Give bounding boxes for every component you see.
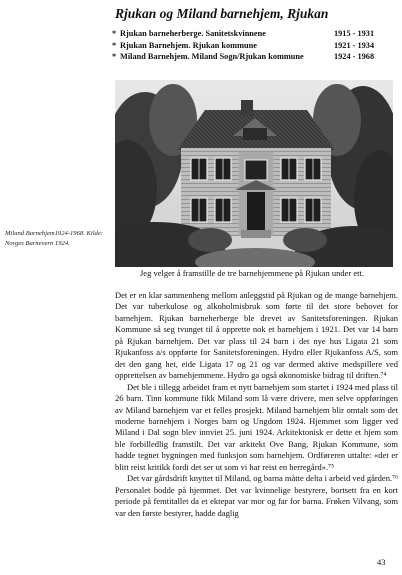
home-name: Rjukan Barnehjem. Rjukan kommune (120, 40, 257, 50)
home-name: Rjukan barneherberge. Sanitetskvinnene (120, 29, 266, 38)
home-years: 1915 - 1931 (334, 29, 375, 38)
list-bullet: * (112, 52, 117, 61)
page-number: 43 (377, 557, 386, 567)
children-homes-list (112, 28, 402, 63)
list-item (112, 28, 402, 40)
body-text (115, 290, 398, 519)
orphanage-photo (115, 80, 393, 267)
list-bullet: * (112, 29, 117, 38)
photo-caption: Miland Barnehjem1924-1968. Kilde: Norges Barnevern 1924. (5, 230, 103, 247)
list-item (112, 40, 402, 52)
paragraph: Det er en klar sammenheng mellom anleggstid på Rjukan og de mange barnehjem. Det var tuberkulose og alkoholmisbruk som førte til det store behovet for barnehjem. Rjukan barneherberge ble drevet av Sanitetsforeningen. Rjukan Kommune så seg tvunget til å opprette nok et barnehjem i 1921. Det var 14 barn på Rjukan barnehjem. Det var plass til 24 barn i det nye hus Ligata 21 som Rjukanfoss a/s oppførte for Sanitetsforeningen. Hydro eller Rjukanfoss A/S, som det den gang het, eide Ligata 17 og 21 og var dermed aktive medspillere ved opprettelsen av barnehjemmene. Hydro ga også økonomiske bidrag til driften.⁷⁴ (115, 290, 398, 381)
home-years: 1924 - 1968 (334, 52, 375, 61)
paragraph: Det ble i tillegg arbeidet fram et nytt barnehjem som startet i 1924 med plass til 26 barn. Tinn kommune fikk Miland som lå være drivere, men selve oppføringen av Miland barnehjem var et felles prosjekt. Miland barnehjem blir omtalt som det moderne barnehjem i Norges barn og Ungdom 1924. Hjemmet som ligger ved Miland i Dal sogn blev innviet 25. juni 1924. Arkitektonisk er dette et hjem som ble forbilledlig framstilt. Det var arkitekt Ove Bang, Rjukan Kommune, som hadde tegnet bygningen med funksjon som barnehjem. Ordføreren uttalte: «det er blitt reist kritikk fordi det ser ut som vi har reist en herregård».⁷⁵ (115, 381, 398, 472)
paragraph: Det var gårdsdrift knyttet til Miland, og barna måtte delta i arbeid ved gården.⁷⁶ Personalet bodde på hjemmet. Det var kvinnelige bestyrere, bortsett fra en kort periode på femtitallet da et ektepar var mor og far for barna. Frøken Vilvang, som var den første bestyrer, hadde daglig (115, 473, 398, 518)
list-bullet: * (112, 40, 117, 50)
intro-line: Jeg velger å framstille de tre barnehjemmene på Rjukan under ett. (140, 268, 364, 278)
home-years: 1921 - 1934 (334, 40, 375, 50)
list-item (112, 51, 402, 63)
home-name: Miland Barnehjem. Miland Sogn/Rjukan kommune (120, 52, 304, 61)
chapter-title: Rjukan og Miland barnehjem, Rjukan (115, 6, 329, 21)
